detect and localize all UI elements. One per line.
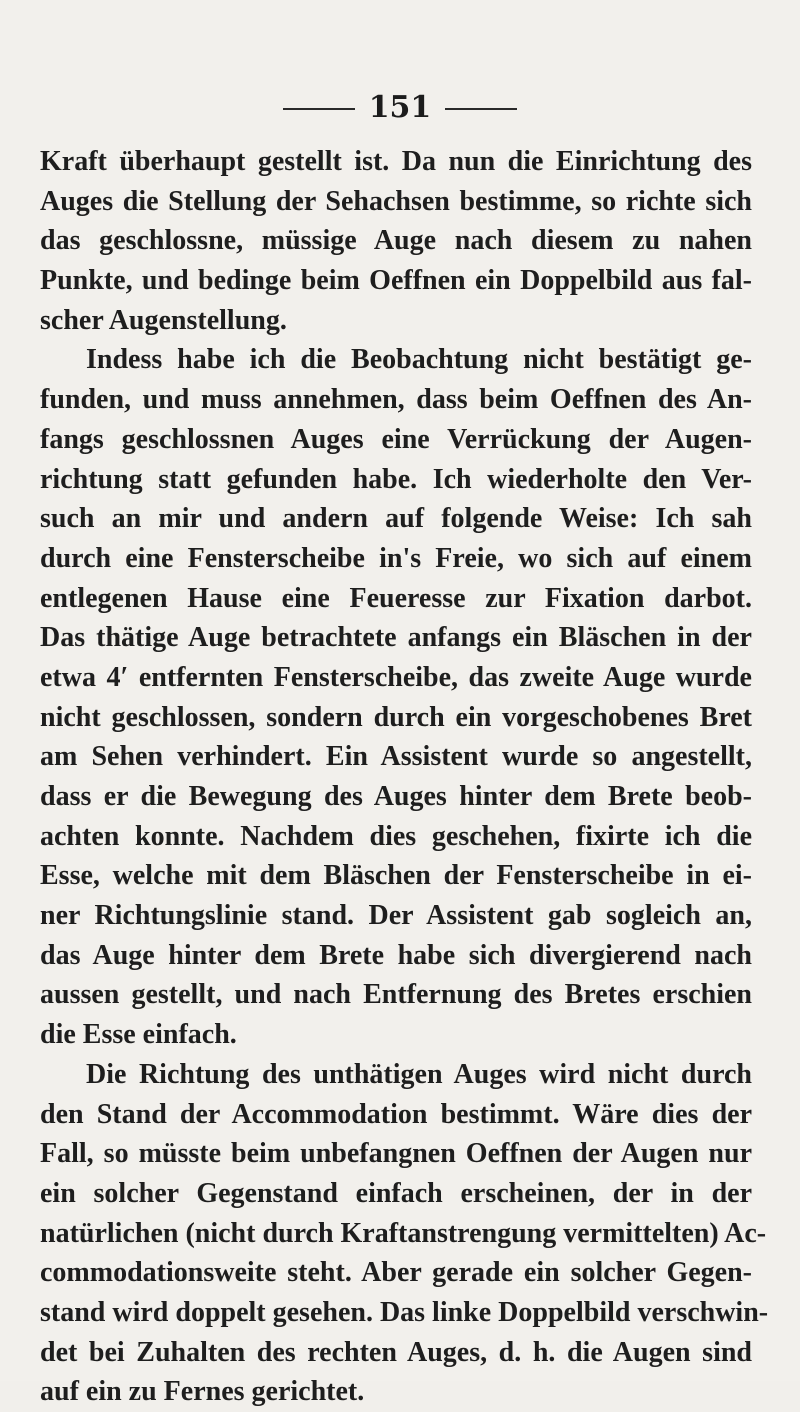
text-line: die Esse einfach. [40,1019,237,1051]
text-line: entlegenen Hause eine Feueresse zur Fixation darbot. [40,582,752,614]
text-line: etwa 4′ entfernten Fensterscheibe, das zweite Auge wurde [40,661,752,693]
text-line: Punkte, und bedinge beim Oeffnen ein Doppelbild aus fal- [40,265,752,297]
text-line: natürlichen (nicht durch Kraftanstrengung vermittelten) Ac- [40,1217,767,1249]
text-line: das geschlossne, müssige Auge nach diesem zu nahen [40,225,752,257]
text-line: ein solcher Gegenstand einfach erscheinen, der in der [40,1177,752,1209]
paragraph [40,340,752,1054]
text-line: den Stand der Accommodation bestimmt. Wäre dies der [40,1098,752,1130]
text-line: am Sehen verhindert. Ein Assistent wurde so angestellt, [40,741,752,773]
text-line: Indess habe ich die Beobachtung nicht bestätigt ge- [86,344,752,376]
text-line: dass er die Bewegung des Auges hinter dem Brete beob- [40,781,752,812]
text-line: fangs geschlossnen Auges eine Verrückung der Augen- [40,423,752,455]
text-line: Kraft überhaupt gestellt ist. Da nun die Einrichtung des [40,146,752,177]
text-line: Die Richtung des unthätigen Auges wird nicht durch [86,1058,752,1090]
text-line: funden, und muss annehmen, dass beim Oeffnen des An- [40,384,752,416]
text-line: aussen gestellt, und nach Entfernung des Bretes erschien [40,979,752,1011]
text-line: achten konnte. Nachdem dies geschehen, fixirte ich die [40,820,752,852]
text-line: det bei Zuhalten des rechten Auges, d. h. die Augen sind [40,1336,752,1368]
header-left-dash [283,108,355,110]
text-line: such an mir und andern auf folgende Weise: Ich sah [40,503,752,535]
paragraph [40,142,752,340]
body-text [40,142,769,1412]
text-line: stand wird doppelt gesehen. Das linke Doppelbild verschwin- [40,1296,769,1328]
text-line: commodationsweite steht. Aber gerade ein solcher Gegen- [40,1257,752,1289]
text-line: auf ein zu Fernes gerichtet. [40,1376,365,1408]
text-line: ner Richtungslinie stand. Der Assistent gab sogleich an, [40,900,752,932]
text-line: Esse, welche mit dem Bläschen der Fensterscheibe in ei- [40,860,752,892]
text-line: Fall, so müsste beim unbefangnen Oeffnen der Augen nur [40,1138,752,1170]
text-line: nicht geschlossen, sondern durch ein vorgeschobenes Bret [40,701,752,733]
text-line: Auges die Stellung der Sehachsen bestimme, so richte sich [40,185,752,217]
page-header [0,88,800,128]
text-line: richtung statt gefunden habe. Ich wiederholte den Ver- [40,463,752,495]
text-line: scher Augenstellung. [40,304,287,336]
text-line: das Auge hinter dem Brete habe sich divergierend nach [40,939,752,971]
text-line: Das thätige Auge betrachtete anfangs ein Bläschen in der [40,622,752,654]
text-line: durch eine Fensterscheibe in's Freie, wo sich auf einem [40,542,752,574]
header-right-dash [445,108,517,110]
paragraph [40,1055,769,1412]
page-number: 151 [368,90,432,125]
